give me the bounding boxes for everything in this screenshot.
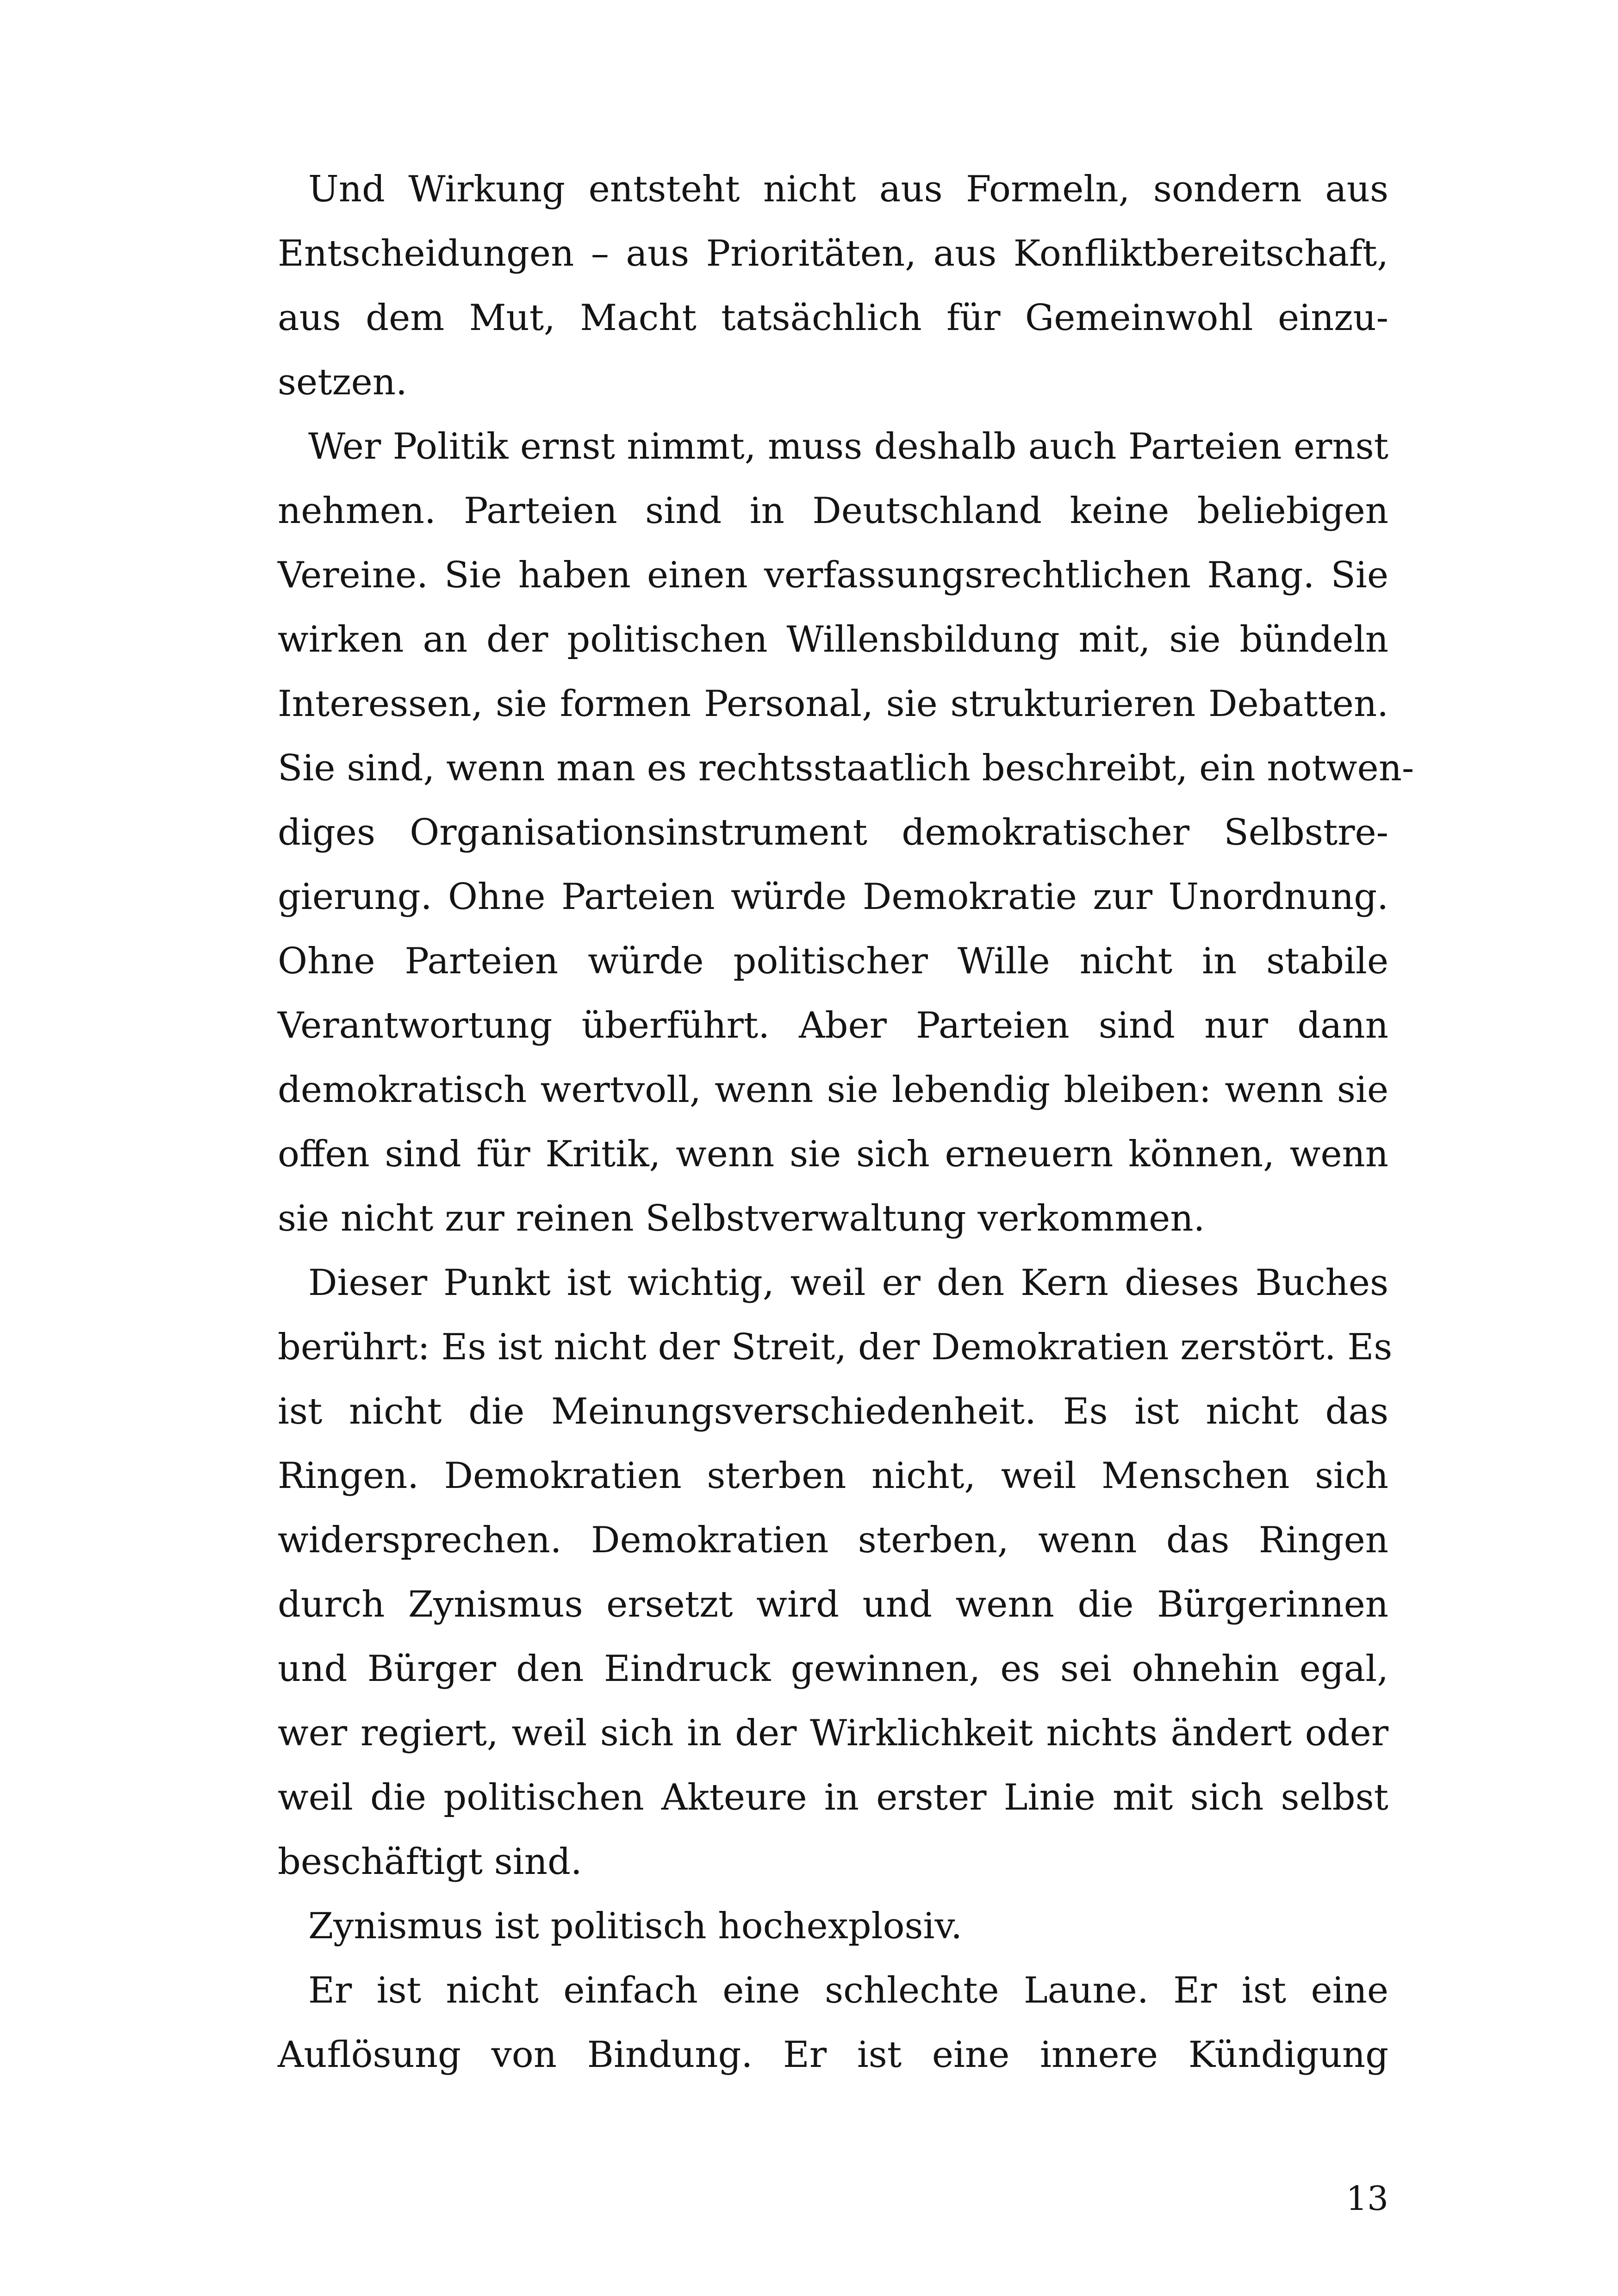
text-line: demokratisch wertvoll, wenn sie lebendig bleiben: wenn sie	[278, 1069, 1388, 1111]
paragraph	[278, 1894, 1388, 1959]
text-line: berührt: Es ist nicht der Streit, der Demokratien zerstört. Es	[278, 1326, 1393, 1368]
paragraph	[278, 1959, 1388, 2087]
text-line: aus dem Mut, Macht tatsächlich für Gemeinwohl einzu-	[278, 297, 1388, 339]
text-line: durch Zynismus ersetzt wird und wenn die Bürgerinnen	[278, 1584, 1388, 1625]
page-number: 13	[1346, 2179, 1388, 2218]
text-line: beschäftigt sind.	[278, 1841, 582, 1883]
text-line: nehmen. Parteien sind in Deutschland keine beliebigen	[278, 490, 1388, 532]
text-line: Wer Politik ernst nimmt, muss deshalb auch Parteien ernst	[308, 426, 1388, 467]
body-text	[278, 157, 1414, 2087]
paragraph	[278, 1251, 1393, 1894]
text-line: und Bürger den Eindruck gewinnen, es sei ohnehin egal,	[278, 1648, 1388, 1690]
text-line: Vereine. Sie haben einen verfassungsrechtlichen Rang. Sie	[278, 554, 1388, 596]
text-line: Dieser Punkt ist wichtig, weil er den Kern dieses Buches	[308, 1262, 1388, 1304]
text-line: gierung. Ohne Parteien würde Demokratie zur Unordnung.	[278, 876, 1388, 918]
text-line: Sie sind, wenn man es rechtsstaatlich beschreibt, ein notwen-	[278, 747, 1414, 789]
text-line: Entscheidungen – aus Prioritäten, aus Konfliktbereitschaft,	[278, 233, 1388, 274]
text-line: Ohne Parteien würde politischer Wille nicht in stabile	[278, 940, 1388, 982]
text-line: weil die politischen Akteure in erster Linie mit sich selbst	[278, 1777, 1388, 1818]
text-line: Ringen. Demokratien sterben nicht, weil Menschen sich	[278, 1455, 1388, 1497]
text-line: widersprechen. Demokratien sterben, wenn das Ringen	[278, 1519, 1388, 1561]
text-line: Interessen, sie formen Personal, sie strukturieren Debatten.	[278, 683, 1388, 725]
text-line: Und Wirkung entsteht nicht aus Formeln, sondern aus	[308, 168, 1388, 210]
text-line: sie nicht zur reinen Selbstverwaltung verkommen.	[278, 1198, 1205, 1239]
text-line: setzen.	[278, 361, 407, 403]
text-line: ist nicht die Meinungsverschiedenheit. Es ist nicht das	[278, 1391, 1388, 1432]
text-line: wirken an der politischen Willensbildung mit, sie bündeln	[278, 619, 1388, 660]
text-line: diges Organisationsinstrument demokratischer Selbstre-	[278, 812, 1388, 853]
text-line: Auflösung von Bindung. Er ist eine innere Kündigung	[278, 2034, 1388, 2076]
text-line: Zynismus ist politisch hochexplosiv.	[308, 1905, 963, 1947]
text-line: Er ist nicht einfach eine schlechte Laune. Er ist eine	[308, 1970, 1388, 2011]
paragraph	[278, 415, 1414, 1251]
text-line: Verantwortung überführt. Aber Parteien sind nur dann	[278, 1005, 1388, 1046]
paragraph	[278, 157, 1388, 415]
text-line: wer regiert, weil sich in der Wirklichkeit nichts ändert oder	[278, 1712, 1388, 1754]
text-line: offen sind für Kritik, wenn sie sich erneuern können, wenn	[278, 1133, 1388, 1175]
